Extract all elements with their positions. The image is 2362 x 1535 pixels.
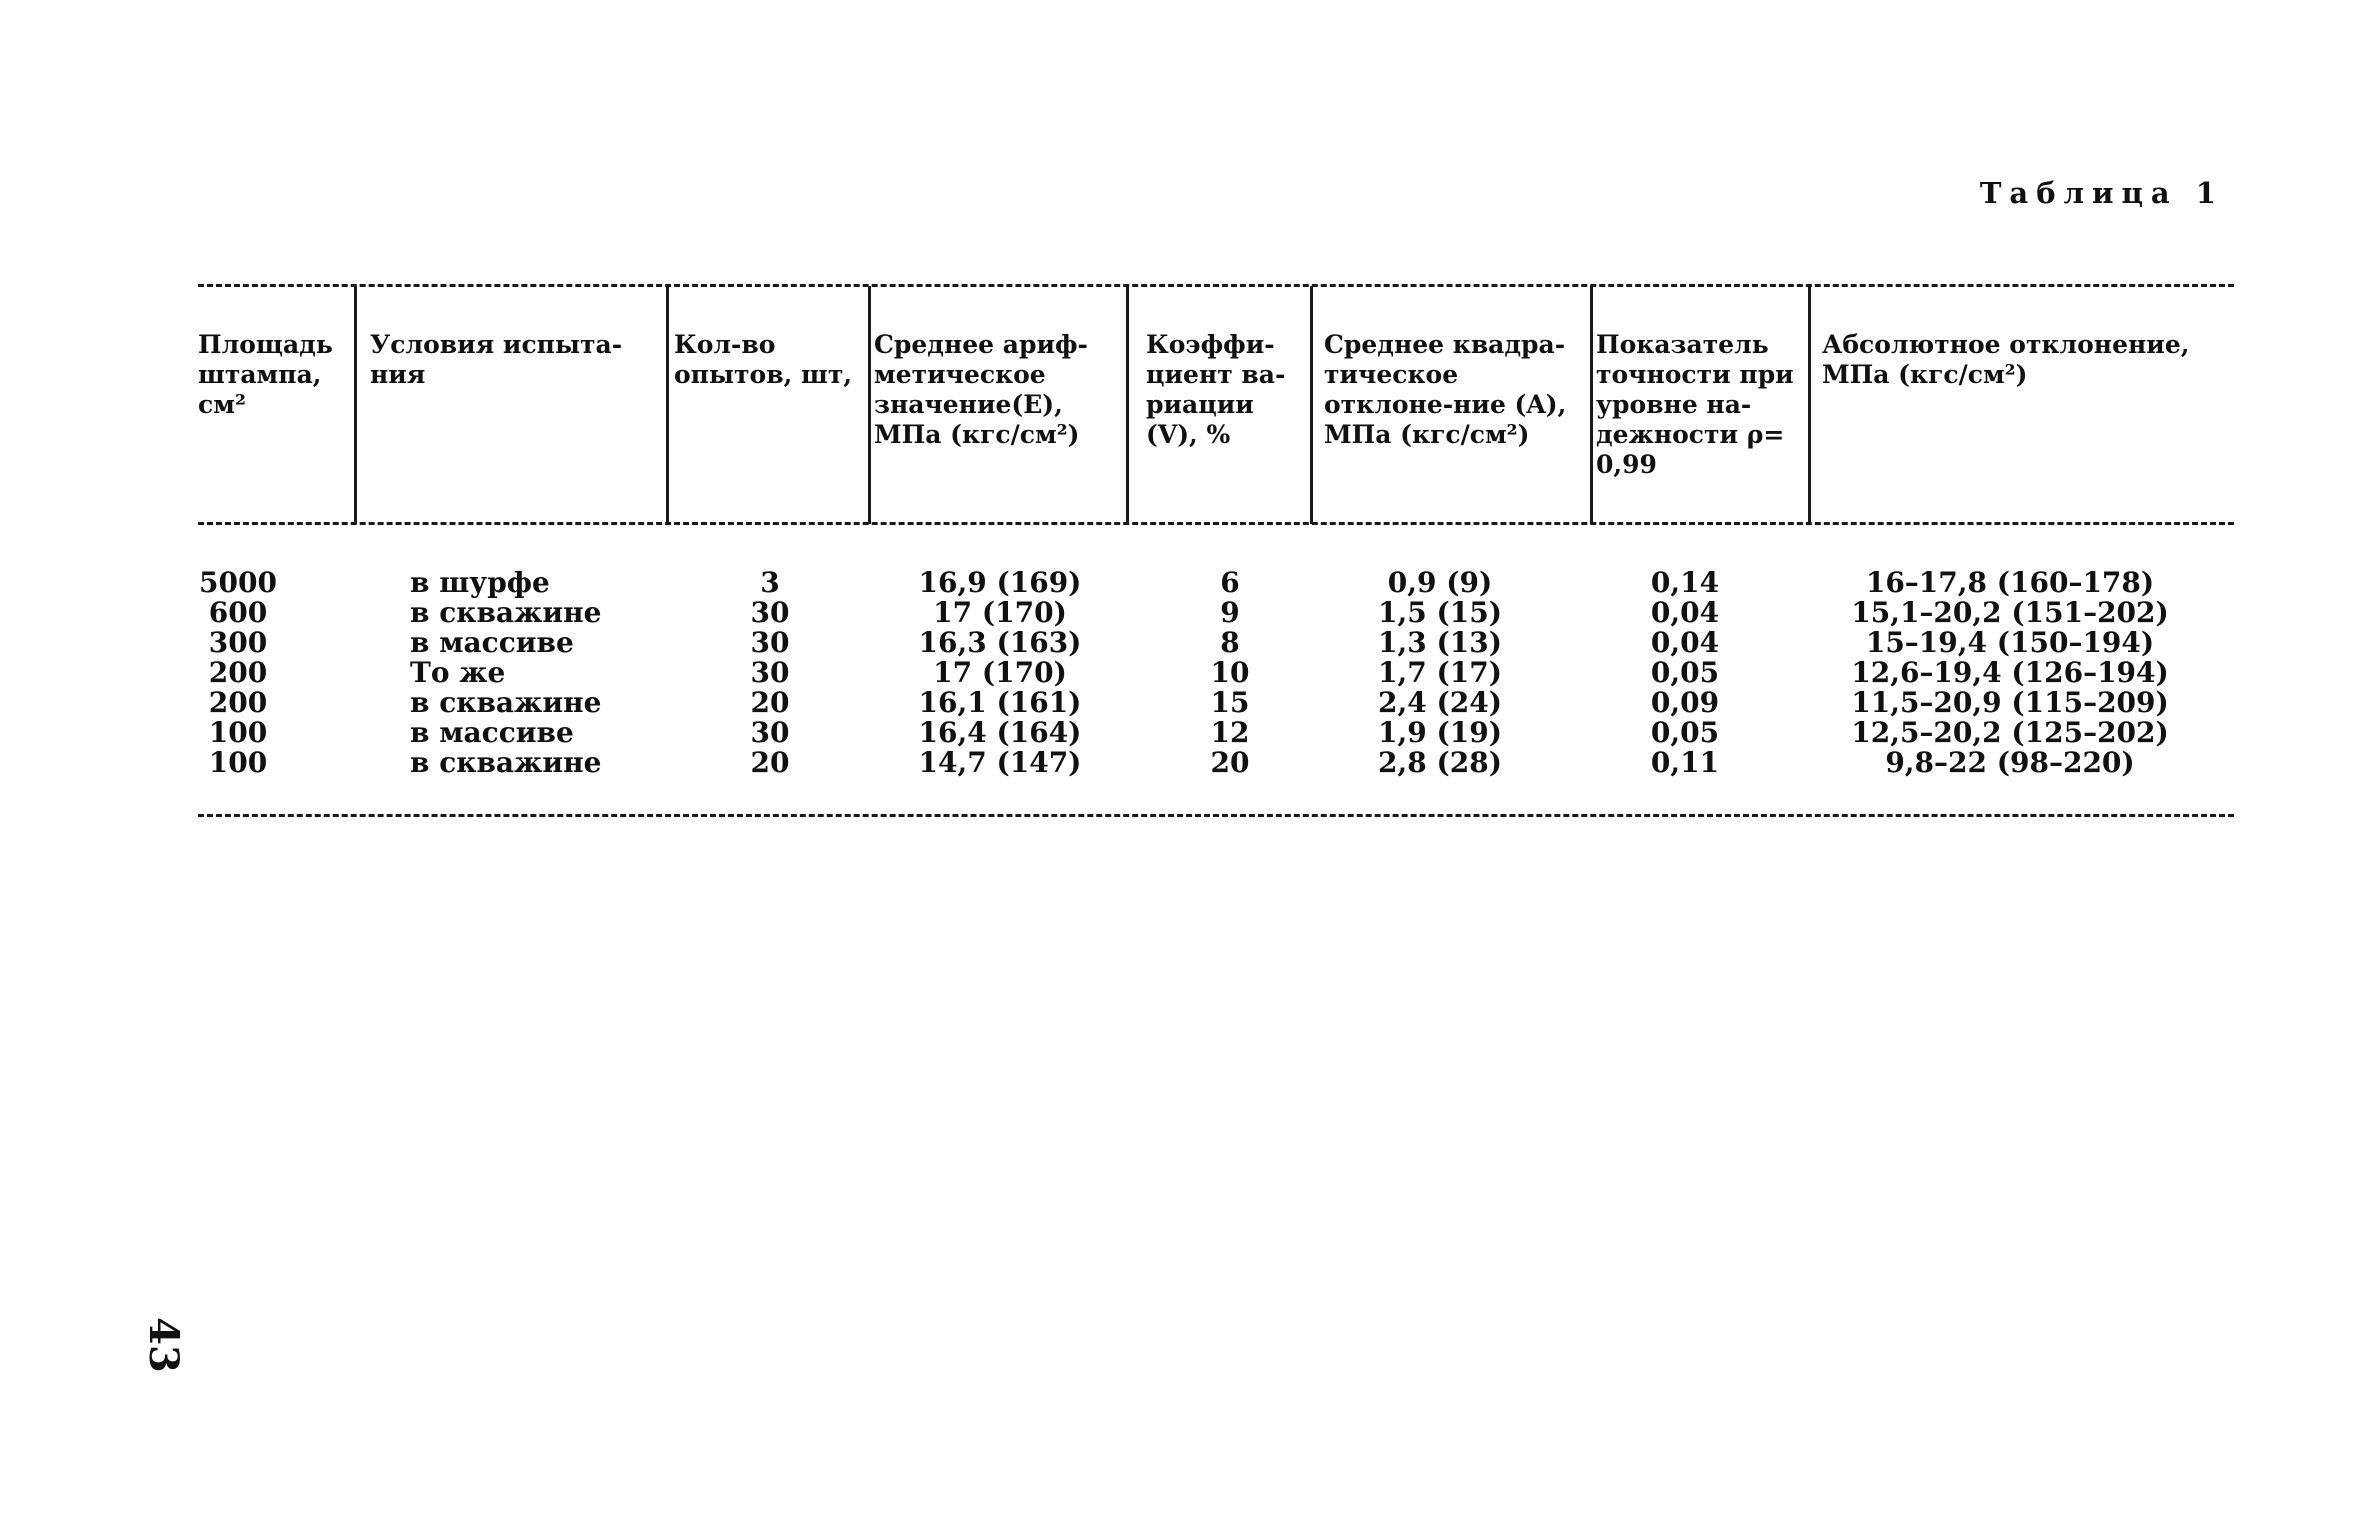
table-top-rule	[198, 284, 2234, 287]
cell-std-deviation: 0,9 (9)	[1387, 566, 1493, 599]
header-std-deviation: Среднее квадра-тическое отклоне-ние (A), МПа (кгс/см²)	[1324, 330, 1567, 449]
header-absolute-deviation: Абсолютное отклонение, МПа (кгс/см²)	[1822, 330, 2190, 389]
cell-test-condition: в скважине	[410, 686, 602, 719]
table-row	[0, 628, 2362, 658]
cell-absolute-deviation: 16–17,8 (160–178)	[1865, 566, 2155, 599]
cell-stamp-area: 100	[208, 746, 268, 779]
header-column-divider	[354, 286, 357, 524]
table-row	[0, 688, 2362, 718]
cell-mean-value: 17 (170)	[933, 596, 1067, 629]
cell-test-count: 20	[750, 746, 790, 779]
cell-mean-value: 14,7 (147)	[918, 746, 1082, 779]
cell-precision: 0,04	[1650, 596, 1720, 629]
cell-variation: 10	[1210, 656, 1250, 689]
cell-precision: 0,09	[1650, 686, 1720, 719]
cell-precision: 0,14	[1650, 566, 1720, 599]
cell-stamp-area: 200	[208, 656, 268, 689]
cell-absolute-deviation: 15,1–20,2 (151–202)	[1851, 596, 2169, 629]
cell-test-count: 30	[750, 656, 790, 689]
cell-test-condition: в массиве	[410, 716, 574, 749]
cell-std-deviation: 2,8 (28)	[1378, 746, 1502, 779]
cell-absolute-deviation: 12,6–19,4 (126–194)	[1851, 656, 2169, 689]
header-mean-value: Среднее ариф-метическое значение(E), МПа (кгс/см²)	[874, 330, 1088, 449]
cell-variation: 15	[1210, 686, 1250, 719]
header-test-conditions: Условия испыта-ния	[370, 330, 623, 389]
cell-test-condition: То же	[410, 656, 506, 689]
cell-mean-value: 17 (170)	[933, 656, 1067, 689]
cell-variation: 20	[1210, 746, 1250, 779]
cell-stamp-area: 300	[208, 626, 268, 659]
cell-precision: 0,11	[1650, 746, 1720, 779]
cell-stamp-area: 100	[208, 716, 268, 749]
cell-absolute-deviation: 12,5–20,2 (125–202)	[1851, 716, 2169, 749]
cell-mean-value: 16,4 (164)	[918, 716, 1082, 749]
header-stamp-area: Площадь штампа, см²	[198, 330, 333, 419]
cell-std-deviation: 1,7 (17)	[1378, 656, 1502, 689]
header-column-divider	[1808, 286, 1811, 524]
header-column-divider	[1126, 286, 1129, 524]
page-number: 43	[140, 1317, 187, 1373]
cell-precision: 0,05	[1650, 656, 1720, 689]
cell-stamp-area: 200	[208, 686, 268, 719]
cell-test-condition: в шурфе	[410, 566, 550, 599]
cell-variation: 9	[1220, 596, 1240, 629]
cell-test-count: 30	[750, 596, 790, 629]
header-test-count: Кол-во опытов, шт,	[674, 330, 853, 389]
cell-absolute-deviation: 15–19,4 (150–194)	[1865, 626, 2155, 659]
cell-stamp-area: 600	[208, 596, 268, 629]
cell-mean-value: 16,9 (169)	[918, 566, 1082, 599]
cell-test-condition: в массиве	[410, 626, 574, 659]
cell-std-deviation: 1,3 (13)	[1378, 626, 1502, 659]
cell-test-count: 20	[750, 686, 790, 719]
header-column-divider	[868, 286, 871, 524]
cell-absolute-deviation: 11,5–20,9 (115–209)	[1851, 686, 2169, 719]
header-precision-index: Показатель точности при уровне на-дежности ρ= 0,99	[1596, 330, 1794, 479]
table-row	[0, 658, 2362, 688]
cell-precision: 0,04	[1650, 626, 1720, 659]
cell-mean-value: 16,1 (161)	[918, 686, 1082, 719]
header-column-divider	[1590, 286, 1593, 524]
cell-std-deviation: 2,4 (24)	[1378, 686, 1502, 719]
table-caption: Таблица 1	[1979, 176, 2224, 210]
header-column-divider	[666, 286, 669, 524]
table-row	[0, 748, 2362, 778]
cell-test-count: 30	[750, 716, 790, 749]
cell-test-count: 3	[760, 566, 780, 599]
header-column-divider	[1310, 286, 1313, 524]
table-row	[0, 718, 2362, 748]
cell-variation: 8	[1220, 626, 1240, 659]
cell-test-condition: в скважине	[410, 596, 602, 629]
cell-std-deviation: 1,5 (15)	[1378, 596, 1502, 629]
cell-std-deviation: 1,9 (19)	[1378, 716, 1502, 749]
cell-test-count: 30	[750, 626, 790, 659]
cell-absolute-deviation: 9,8–22 (98–220)	[1885, 746, 2135, 779]
cell-mean-value: 16,3 (163)	[918, 626, 1082, 659]
header-variation-coefficient: Коэффи-циент ва-риации (V), %	[1146, 330, 1286, 449]
cell-test-condition: в скважине	[410, 746, 602, 779]
cell-stamp-area: 5000	[199, 566, 277, 599]
table-bottom-rule	[198, 814, 2234, 817]
cell-variation: 12	[1210, 716, 1250, 749]
table-row	[0, 568, 2362, 598]
cell-precision: 0,05	[1650, 716, 1720, 749]
cell-variation: 6	[1220, 566, 1240, 599]
table-header-rule	[198, 522, 2234, 525]
table-row	[0, 598, 2362, 628]
